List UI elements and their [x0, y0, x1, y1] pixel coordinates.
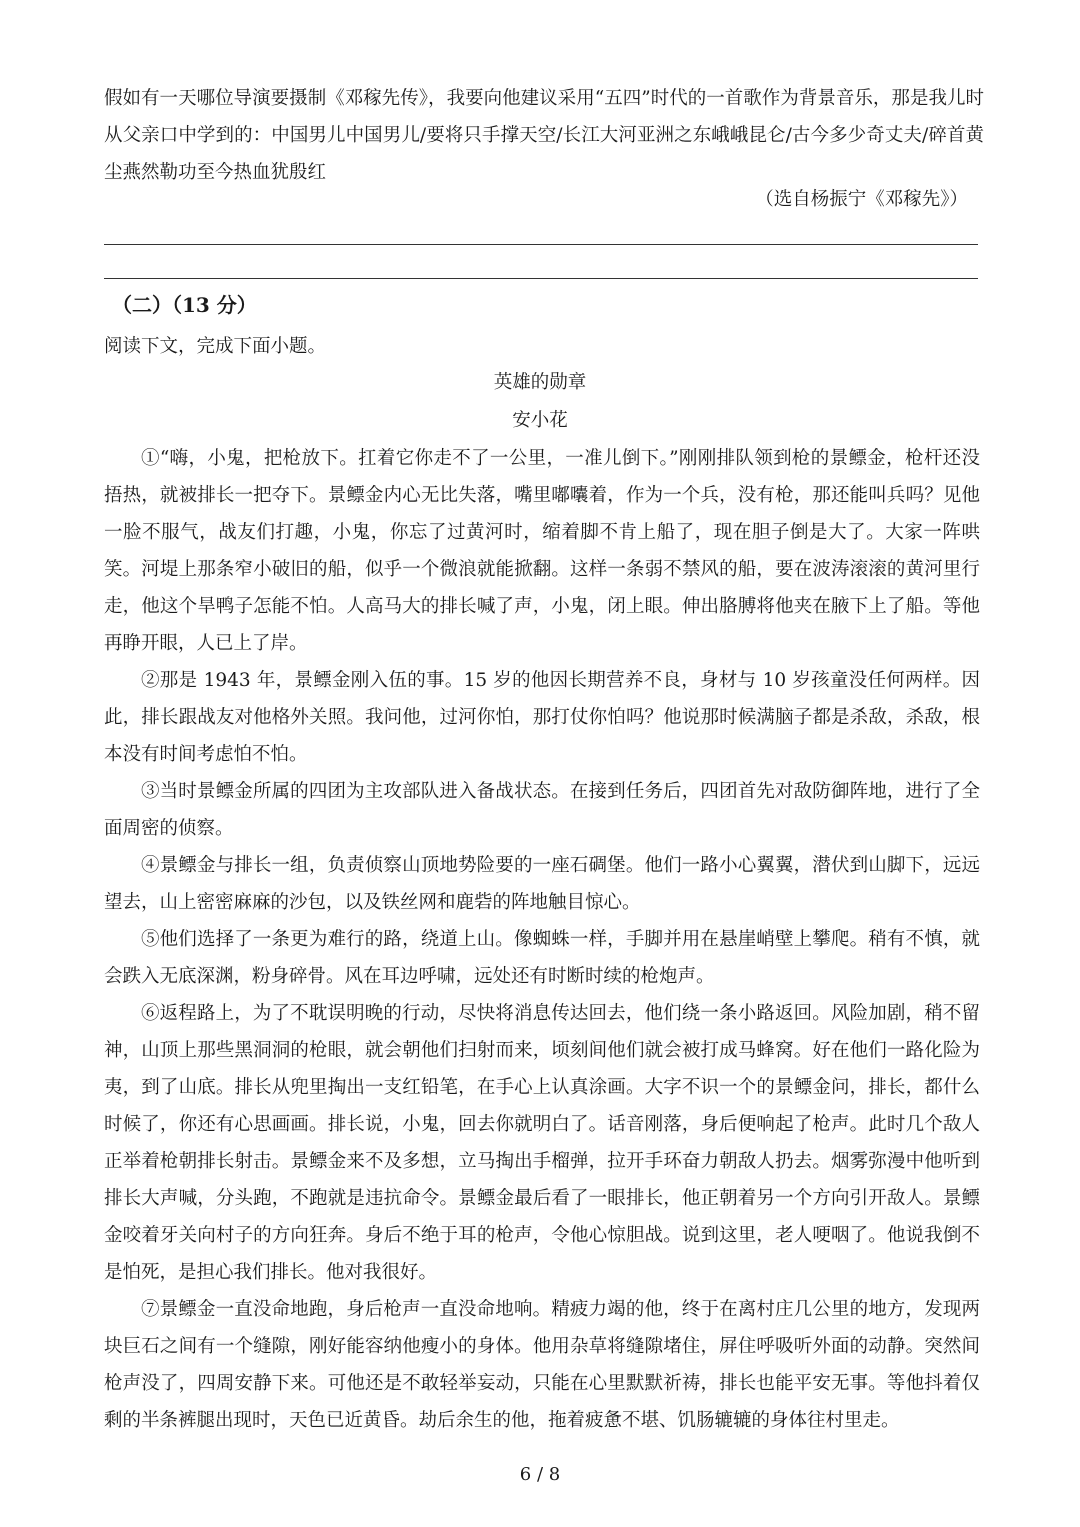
- article-paragraph: ⑤他们选择了一条更为难行的路，绕道上山。像蜘蛛一样，手脚并用在悬崖峭壁上攀爬。稍有不慎，就会跌入无底深渊，粉身碎骨。风在耳边呼啸，远处还有时断时续的枪炮声。: [104, 929, 980, 987]
- article-paragraph: ②那是 1943 年，景鳔金刚入伍的事。15 岁的他因长期营养不良，身材与 10 岁孩童没任何两样。因此，排长跟战友对他格外关照。我问他，过河你怕，那打仗你怕吗？他说那时候满脑子都是杀敌，杀敌，根本没有时间考虑怕不怕。: [104, 670, 980, 765]
- answer-line: [104, 278, 978, 279]
- article-paragraph: ④景鳔金与排长一组，负责侦察山顶地势险要的一座石碉堡。他们一路小心翼翼，潜伏到山脚下，远远望去，山上密密麻麻的沙包，以及铁丝网和鹿砦的阵地触目惊心。: [104, 855, 980, 913]
- article-paragraph: ⑥返程路上，为了不耽误明晚的行动，尽快将消息传达回去，他们绕一条小路返回。风险加剧，稍不留神，山顶上那些黑洞洞的枪眼，就会朝他们扫射而来，顷刻间他们就会被打成马蜂窝。好在他们一路化险为夷，到了山底。排长从兜里掏出一支红铅笔，在手心上认真涂画。大字不识一个的景鳔金问，排长，都什么时候了，你还有心思画画。排长说，小鬼，回去你就明白了。话音刚落，身后便响起了枪声。此时几个敌人正举着枪朝排长射击。景鳔金来不及多想，立马掏出手榴弹，拉开手环奋力朝敌人扔去。烟雾弥漫中他听到排长大声喊，分头跑，不跑就是违抗命令。景鳔金最后看了一眼排长，他正朝着另一个方向引开敌人。景鳔金咬着牙关向村子的方向狂奔。身后不绝于耳的枪声，令他心惊胆战。说到这里，老人哽咽了。他说我倒不是怕死，是担心我们排长。他对我很好。: [104, 1003, 980, 1283]
- page-number: 6 / 8: [519, 1464, 561, 1485]
- article-author: 安小花: [512, 410, 568, 431]
- article-title: 英雄的勋章: [493, 372, 587, 393]
- article-paragraph: ①“嗨，小鬼，把枪放下。扛着它你走不了一公里，一准儿倒下。”刚刚排队领到枪的景鳔金，枪杆还没捂热，就被排长一把夺下。景鳔金内心无比失落，嘴里嘟囔着，作为一个兵，没有枪，那还能叫兵吗？见他一脸不服气，战友们打趣，小鬼，你忘了过黄河时，缩着脚不肯上船了，现在胆子倒是大了。大家一阵哄笑。河堤上那条窄小破旧的船，似乎一个微浪就能掀翻。这样一条弱不禁风的船，要在波涛滚滚的黄河里行走，他这个旱鸭子怎能不怕。人高马大的排长喊了声，小鬼，闭上眼。伸出胳膊将他夹在腋下上了船。等他再睁开眼，人已上了岸。: [104, 448, 980, 654]
- answer-line: [104, 244, 978, 245]
- intro-source-citation: （选自杨振宁《邓稼先》）: [755, 189, 968, 210]
- article-body: [104, 440, 980, 1439]
- intro-paragraph: 假如有一天哪位导演要摄制《邓稼先传》，我要向他建议采用“五四”时代的一首歌作为背景音乐，那是我儿时从父亲口中学到的：中国男儿中国男儿/要将只手撑天空/长江大河亚洲之东峨峨昆仑/古今多少奇丈夫/碎首黄尘燕然勒功至今热血犹殷红: [104, 88, 984, 183]
- section-instruction: 阅读下文，完成下面小题。: [104, 336, 327, 357]
- article-paragraph: ③当时景鳔金所属的四团为主攻部队进入备战状态。在接到任务后，四团首先对敌防御阵地，进行了全面周密的侦察。: [104, 781, 980, 839]
- section-heading: （二）（13 分）: [112, 293, 257, 317]
- article-paragraph: ⑦景鳔金一直没命地跑，身后枪声一直没命地响。精疲力竭的他，终于在离村庄几公里的地方，发现两块巨石之间有一个缝隙，刚好能容纳他瘦小的身体。他用杂草将缝隙堵住，屏住呼吸听外面的动静。突然间枪声没了，四周安静下来。可他还是不敢轻举妄动，只能在心里默默祈祷，排长也能平安无事。等他抖着仅剩的半条裤腿出现时，天色已近黄昏。劫后余生的他，拖着疲惫不堪、饥肠辘辘的身体往村里走。: [104, 1299, 980, 1431]
